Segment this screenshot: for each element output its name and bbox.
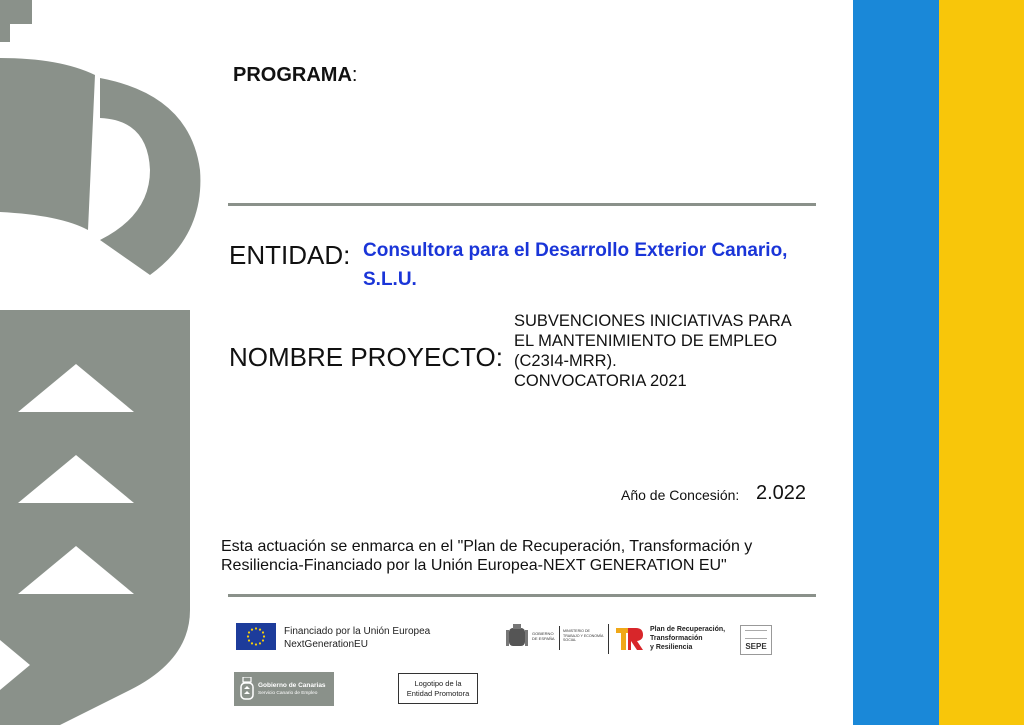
funding-statement: [221, 537, 821, 575]
eu-funding-line1: Financiado por la Unión Europea: [284, 626, 431, 637]
eu-funding-text: [284, 625, 430, 651]
program-label: [233, 64, 357, 87]
entity-value-line1: Consultora para el Desarrollo Exterior Canario,: [363, 240, 788, 261]
eu-flag-icon: [236, 623, 276, 650]
funding-statement-line1: Esta actuación se enmarca en el "Plan de Recuperación, Transformación y: [221, 538, 753, 555]
ministry-sub-text: MINISTERIO DE TRABAJO Y ECONOMÍA SOCIAL: [563, 629, 604, 643]
project-line: CONVOCATORIA 2021: [514, 372, 687, 390]
project-line: SUBVENCIONES INICIATIVAS PARA: [514, 312, 792, 330]
ministry-logo: [506, 624, 606, 652]
project-line: (C23I4-MRR).: [514, 352, 617, 370]
prtr-line2: Transformación: [650, 635, 703, 642]
entity-value: [363, 236, 833, 294]
prtr-line3: y Resiliencia: [650, 644, 693, 651]
prtr-logo: [614, 624, 736, 654]
canarias-coat-icon: [239, 677, 255, 701]
ministry-divider: [559, 626, 560, 650]
program-label-text: PROGRAMA: [233, 64, 352, 86]
promoter-line2: Entidad Promotora: [406, 689, 470, 698]
project-line: EL MANTENIMIENTO DE EMPLEO: [514, 332, 778, 350]
project-label: NOMBRE PROYECTO:: [229, 342, 504, 372]
funding-statement-line2: Resiliencia-Financiado por la Unión Europea-NEXT GENERATION EU": [221, 557, 727, 574]
promoter-logo-placeholder: [398, 673, 478, 704]
sepe-logo: [740, 625, 772, 655]
stripe-yellow: [939, 0, 1024, 725]
sepe-lines: [745, 630, 767, 639]
prtr-text: [650, 625, 725, 652]
prtr-divider: [608, 624, 609, 654]
project-value: [514, 311, 844, 391]
prtr-logo-icon: [616, 626, 644, 652]
gobierno-canarias-logo: [234, 672, 334, 706]
stripe-blue: [853, 0, 939, 725]
eu-funding-line2: NextGenerationEU: [284, 639, 368, 650]
entity-label: ENTIDAD:: [229, 240, 351, 270]
gobcan-line1: Gobierno de Canarias: [258, 682, 326, 689]
entity-value-line2: S.L.U.: [363, 269, 417, 290]
coat-of-arms-emblem: [0, 0, 210, 725]
sepe-text: SEPE: [745, 642, 767, 651]
divider-top: [228, 203, 816, 206]
concession-year-label: Año de Concesión:: [621, 487, 740, 503]
spain-coat-icon: [506, 624, 528, 652]
concession-year-value: 2.022: [756, 482, 807, 504]
gobcan-line2: Servicio Canario de Empleo: [258, 691, 318, 696]
promoter-line1: Logotipo de la: [414, 679, 462, 688]
ministry-main-text: GOBIERNO DE ESPAÑA: [532, 631, 555, 641]
divider-bottom: [228, 594, 816, 597]
program-label-colon: :: [351, 64, 358, 86]
prtr-line1: Plan de Recuperación,: [650, 626, 726, 633]
